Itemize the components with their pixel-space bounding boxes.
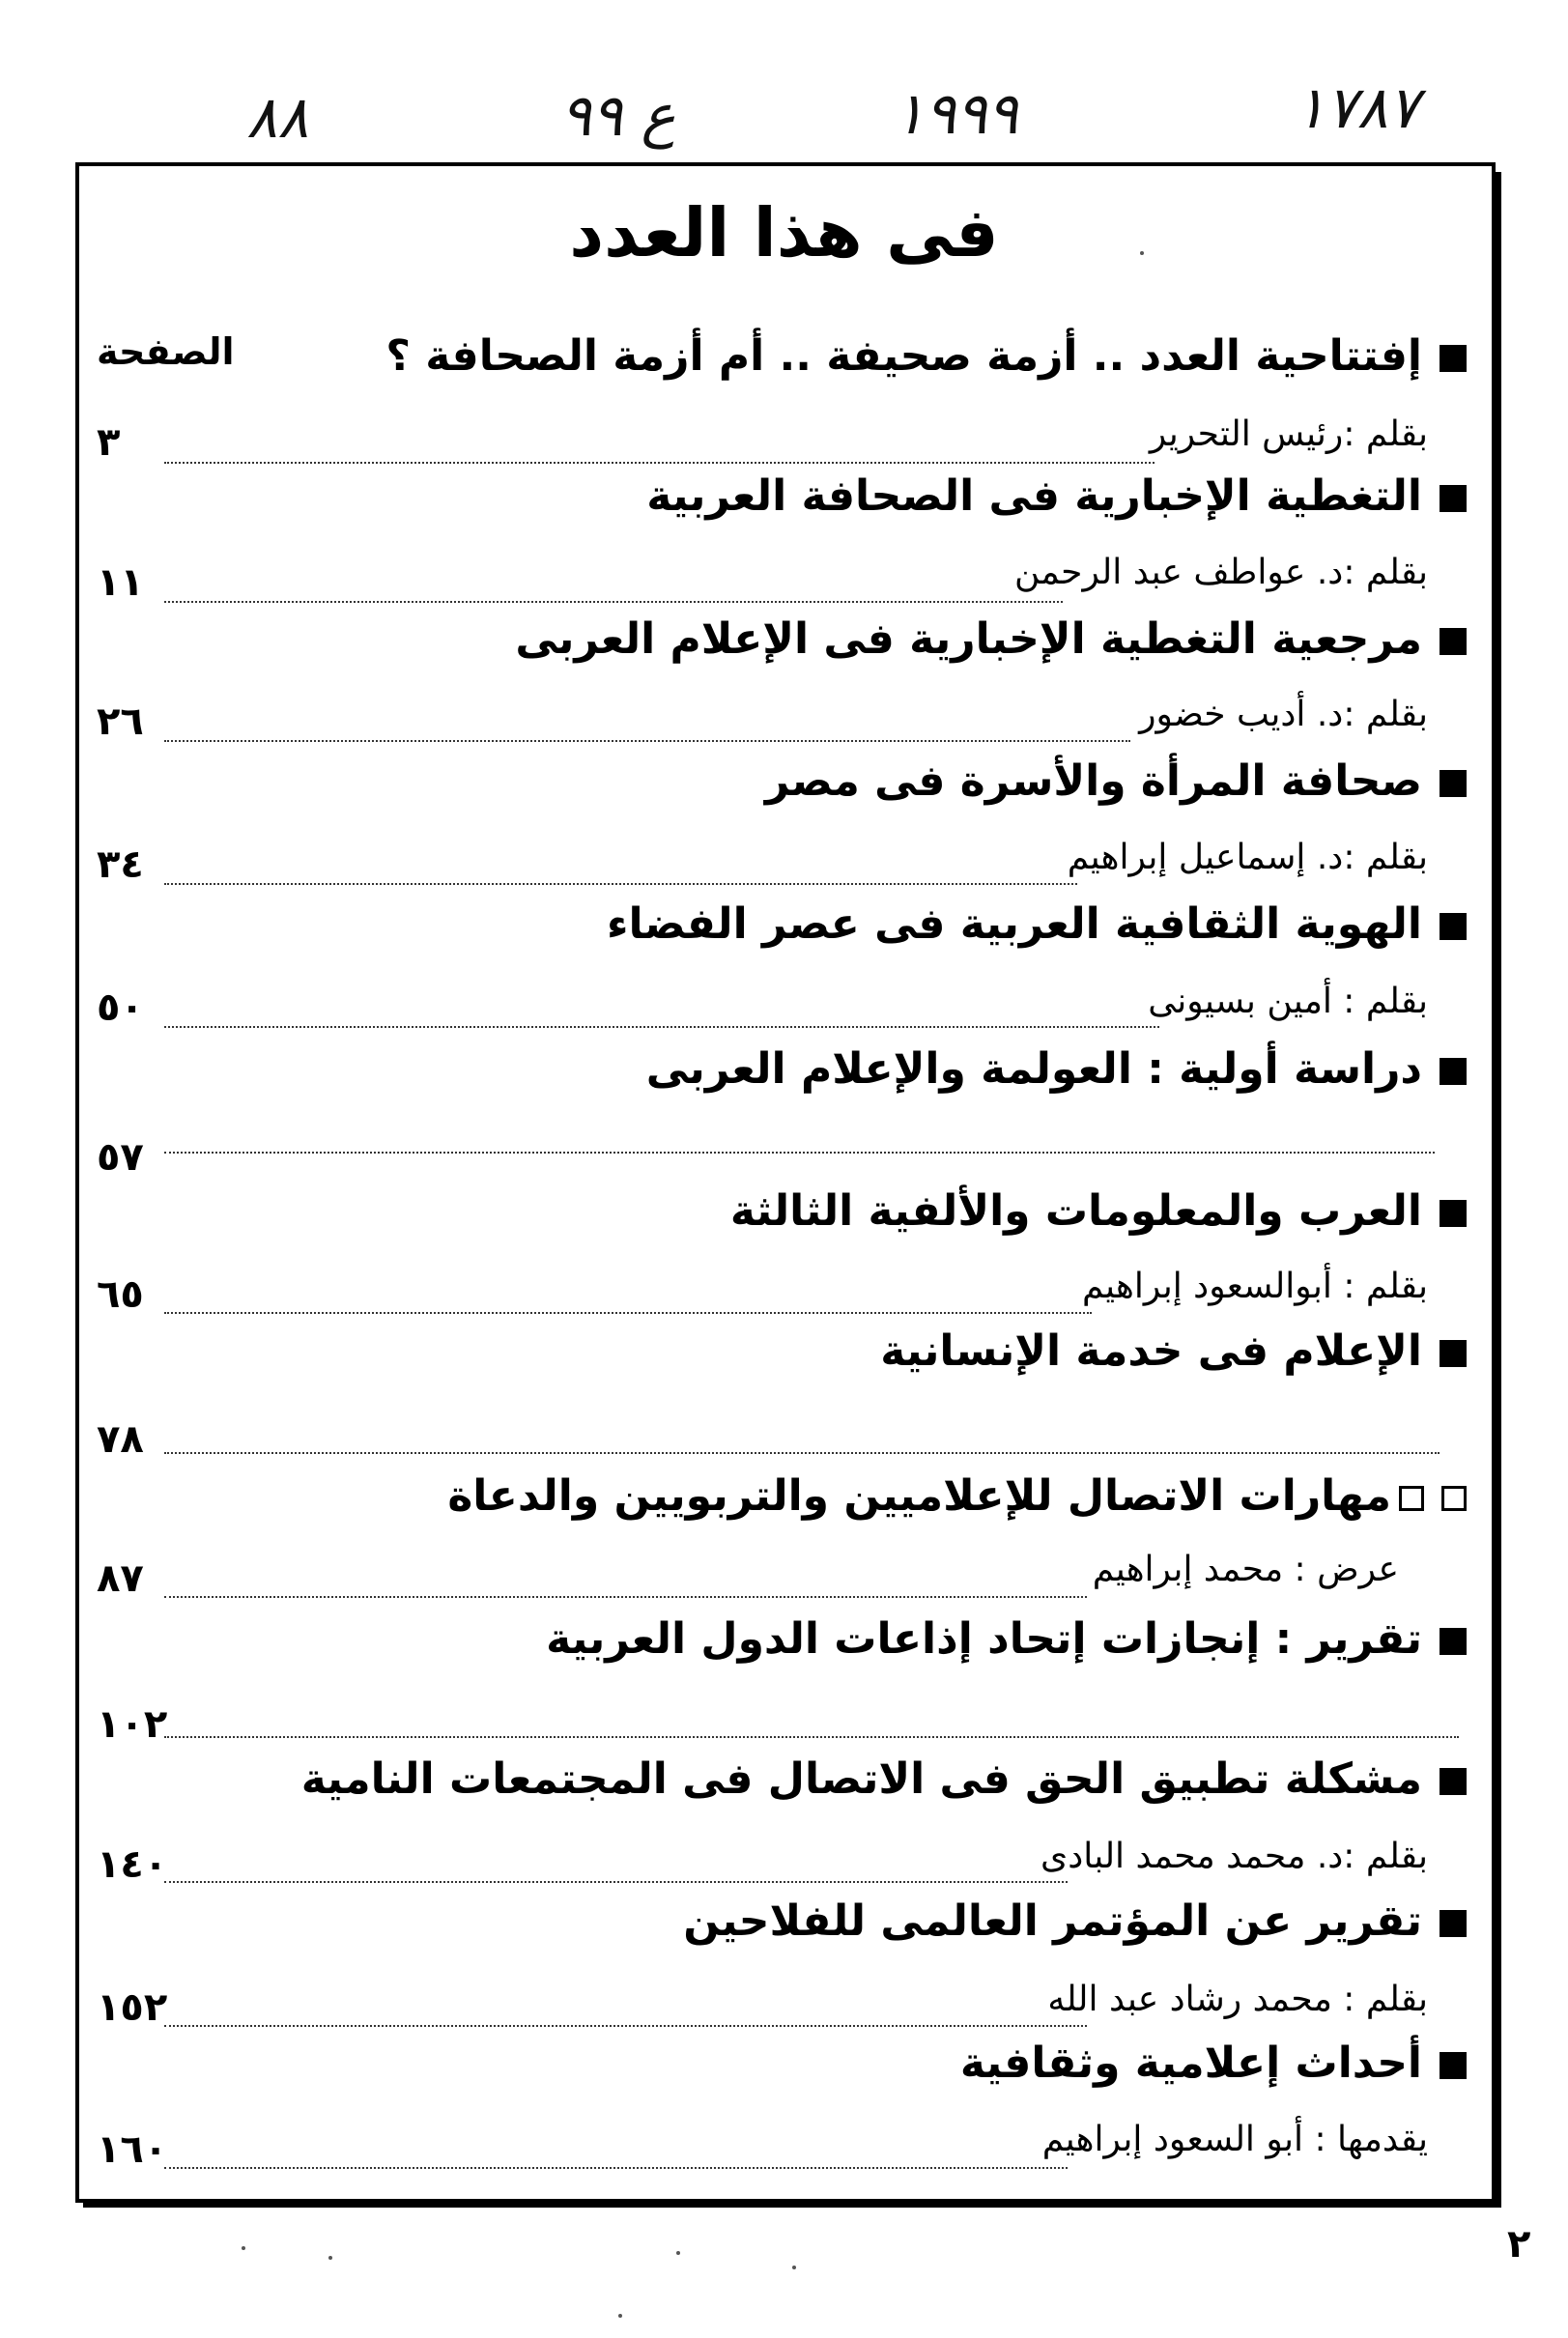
table-of-contents (75, 0, 1496, 2338)
scan-speck (676, 2251, 680, 2255)
square-bullet-icon (1440, 485, 1467, 512)
toc-entry-title: دراسة أولية : العولمة والإعلام العربى (646, 1046, 1467, 1093)
hollow-square-bullet-icon (1399, 1486, 1424, 1511)
square-bullet-icon (1440, 2052, 1467, 2079)
toc-entry-author: بقلم : أمين بسيونى (1148, 982, 1428, 1021)
toc-page-number: ١٠٢ (97, 1702, 168, 1747)
toc-entry-author: عرض : محمد إبراهيم (1092, 1550, 1399, 1589)
frame-shadow (1496, 172, 1501, 2207)
page-column-header: الصفحة (97, 330, 235, 373)
square-bullet-icon (1440, 913, 1467, 940)
toc-entry-title: التغطية الإخبارية فى الصحافة العربية (646, 473, 1467, 520)
dot-leader (164, 1026, 1159, 1028)
dot-leader (164, 2025, 1087, 2027)
dot-leader (164, 1596, 1087, 1598)
toc-entry-title: العرب والمعلومات والألفية الثالثة (730, 1188, 1467, 1235)
dot-leader (164, 1736, 1459, 1738)
handwritten-note: ١٩٩٩ (894, 80, 1018, 148)
square-bullet-icon (1440, 1058, 1467, 1085)
page-number: ٢ (1507, 2222, 1531, 2267)
toc-page-number: ١١ (97, 560, 144, 605)
scan-speck (792, 2266, 796, 2269)
square-bullet-icon (1440, 628, 1467, 655)
toc-entry-author: بقلم :د. أديب خضور (1139, 695, 1428, 734)
scan-speck (328, 2256, 332, 2260)
square-bullet-icon (1440, 1628, 1467, 1655)
scan-speck (618, 2314, 622, 2318)
page-title: فى هذا العدد (569, 193, 999, 272)
toc-entry-title: الهوية الثقافية العربية فى عصر الفضاء (607, 901, 1467, 948)
scan-speck (242, 2246, 245, 2250)
square-bullet-icon (1440, 1200, 1467, 1227)
square-bullet-icon (1440, 345, 1467, 372)
square-bullet-icon (1440, 1340, 1467, 1367)
toc-entry-title: صحافة المرأة والأسرة فى مصر (765, 758, 1467, 805)
toc-page-number: ٢٦ (97, 699, 144, 744)
toc-page-number: ١٥٢ (97, 1985, 168, 2030)
toc-entry-author: بقلم : أبوالسعود إبراهيم (1082, 1267, 1428, 1306)
hollow-square-bullet-icon (1441, 1486, 1467, 1511)
dot-leader (164, 462, 1155, 464)
toc-entry-title: مهارات الاتصال للإعلاميين والتربويين والدعاة (447, 1473, 1467, 1520)
handwritten-note: ١٧٨٧ (1295, 74, 1419, 142)
toc-entry-title: مرجعية التغطية الإخبارية فى الإعلام العربى (515, 616, 1467, 663)
toc-entry-author: بقلم :د. عواطف عبد الرحمن (1013, 553, 1428, 592)
toc-entry-title: مشكلة تطبيق الحق فى الاتصال فى المجتمعات النامية (301, 1756, 1467, 1803)
toc-entry-title: تقرير : إنجازات إتحاد إذاعات الدول العربية (546, 1616, 1467, 1663)
toc-page-number: ١٦٠ (97, 2127, 168, 2172)
toc-page-number: ٣٤ (97, 842, 144, 887)
toc-page-number: ٥٧ (97, 1135, 144, 1180)
toc-entry-author: بقلم :رئيس التحرير (1149, 414, 1428, 454)
toc-entry-title: الإعلام فى خدمة الإنسانية (880, 1328, 1467, 1375)
toc-entry-title: أحداث إعلامية وثقافية (960, 2040, 1467, 2087)
square-bullet-icon (1440, 1768, 1467, 1795)
toc-page-number: ٣ (97, 420, 121, 465)
toc-entry-title: إفتتاحية العدد .. أزمة صحيفة .. أم أزمة الصحافة ؟ (385, 333, 1467, 380)
toc-entry-author: بقلم :د. إسماعيل إبراهيم (1067, 838, 1428, 877)
toc-entry-title: تقرير عن المؤتمر العالمى للفلاحين (683, 1898, 1467, 1945)
dot-leader (164, 601, 1063, 603)
toc-page-number: ٥٠ (97, 985, 144, 1030)
toc-entry-author: بقلم :د. محمد محمد البادى (1041, 1837, 1428, 1876)
toc-page-number: ٨٧ (97, 1556, 144, 1601)
scan-speck (1140, 251, 1144, 255)
dot-leader (164, 2167, 1068, 2169)
handwritten-note: ٨٨ (246, 84, 309, 152)
dot-leader (164, 1152, 1435, 1154)
dot-leader (164, 1312, 1092, 1314)
handwritten-note: ع ٩٩ (560, 82, 676, 150)
square-bullet-icon (1440, 1910, 1467, 1937)
toc-page-number: ٦٥ (97, 1272, 144, 1317)
dot-leader (164, 1881, 1068, 1883)
dot-leader (164, 740, 1130, 742)
dot-leader (164, 883, 1077, 885)
toc-entry-author: بقلم : محمد رشاد عبد الله (1047, 1980, 1428, 2019)
toc-entry-author: يقدمها : أبو السعود إبراهيم (1041, 2120, 1428, 2159)
dot-leader (164, 1452, 1440, 1454)
square-bullet-icon (1440, 770, 1467, 797)
toc-page-number: ١٤٠ (97, 1842, 168, 1887)
toc-page-number: ٧٨ (97, 1417, 144, 1462)
